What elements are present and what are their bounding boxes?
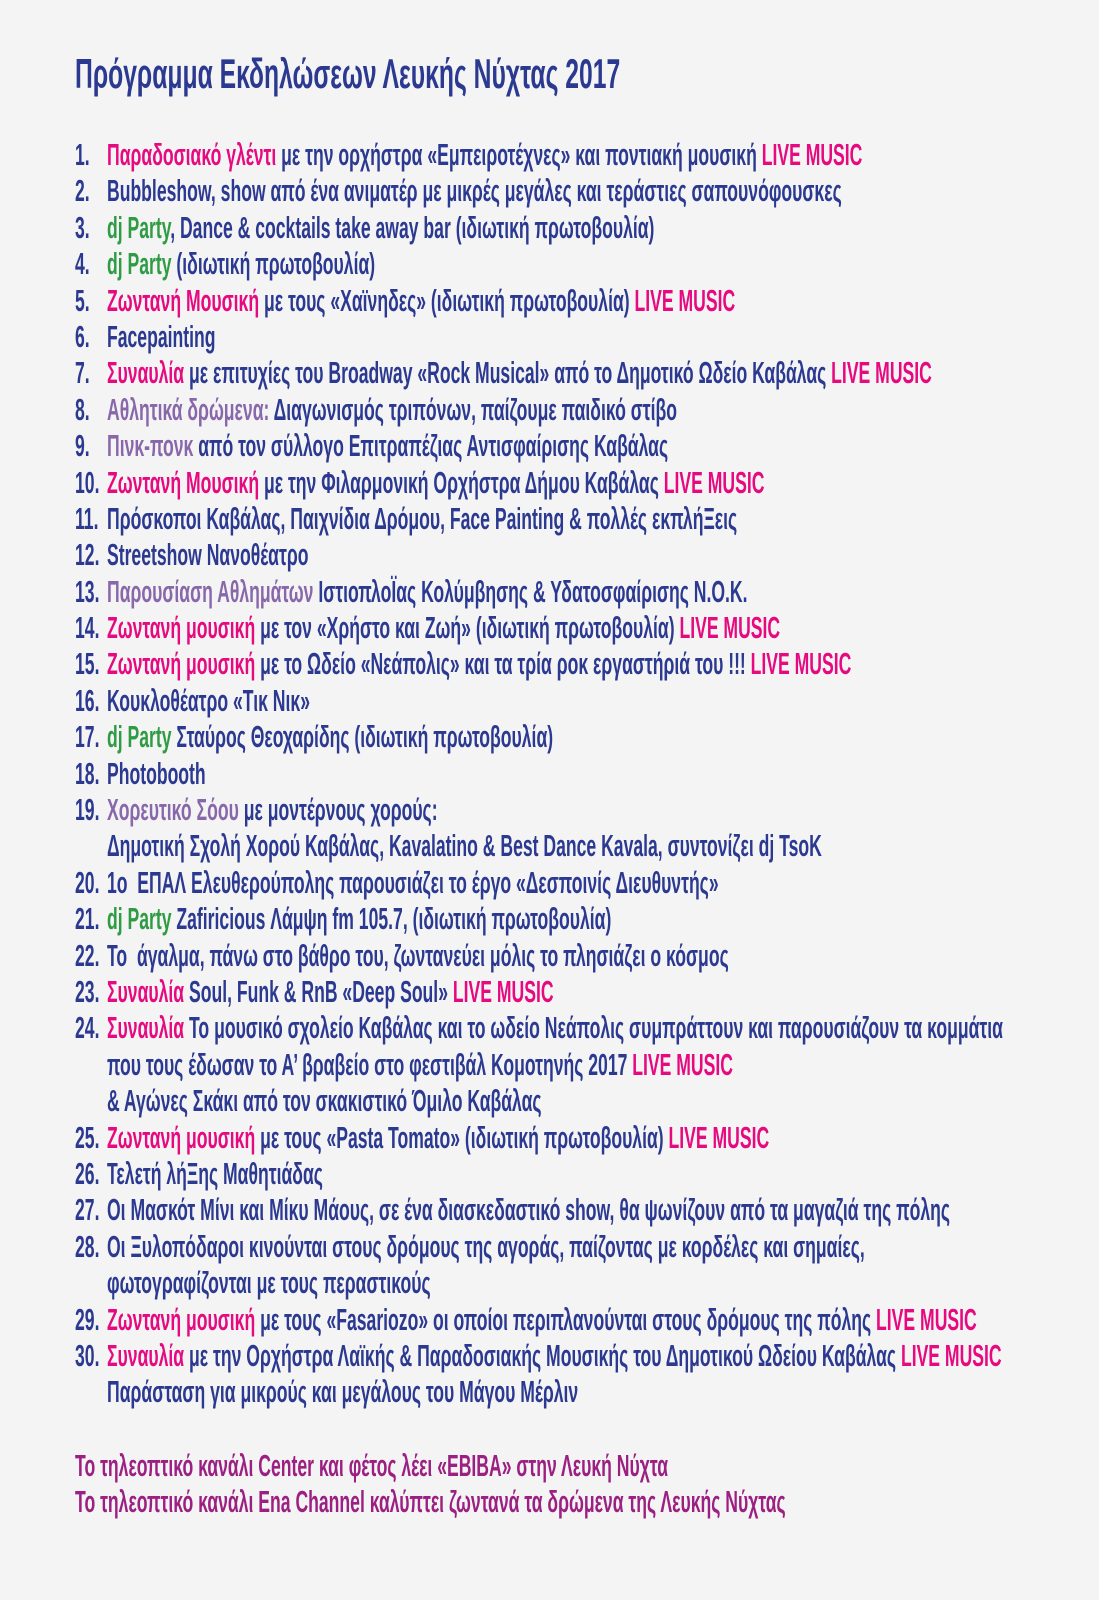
event-description: Πρόσκοποι Καβάλας, Παιχνίδια Δρόμου, Face Painting & πολλές εκπλήΞεις <box>106 500 738 536</box>
event-line-text <box>107 610 780 645</box>
live-music-label: LIVE MUSIC <box>634 282 736 318</box>
live-music-label: LIVE MUSIC <box>900 1337 1002 1373</box>
event-category-label: Χορευτικό Σόου <box>106 792 239 828</box>
event-line <box>75 500 738 537</box>
event-description: ΙστιοπλοΪας Κολύμβησης & Υδατοσφαίρισης Ν.Ο.Κ. <box>313 573 748 609</box>
event-item <box>75 865 1075 901</box>
event-item <box>75 1192 1075 1228</box>
event-line <box>75 756 642 792</box>
event-number: 14. <box>75 610 100 646</box>
event-description: Streetshow Νανοθέατρο <box>106 537 309 573</box>
event-line <box>75 646 852 682</box>
live-music-label: LIVE MUSIC <box>831 355 932 391</box>
event-line <box>75 428 669 464</box>
event-description: Zafiricious Λάμψη fm 105.7, (ιδιωτική πρωτοβουλία) <box>171 901 612 937</box>
event-item <box>75 283 1075 319</box>
event-number: 12. <box>75 537 100 573</box>
live-music-label: LIVE MUSIC <box>632 1046 733 1082</box>
event-number: 27. <box>75 1192 100 1228</box>
event-line-text <box>107 173 842 208</box>
event-item <box>75 974 1075 1010</box>
event-item <box>75 901 1075 937</box>
live-music-label: LIVE MUSIC <box>679 610 781 646</box>
event-number: 30. <box>75 1337 100 1373</box>
event-description: από τον σύλλογο Επιτραπέζιας Αντισφαίρισης Καβάλας <box>193 428 669 464</box>
event-line <box>75 355 932 391</box>
event-category-label: dj Party <box>106 246 172 282</box>
event-line <box>75 792 642 828</box>
live-music-label: LIVE MUSIC <box>761 137 863 172</box>
event-line <box>75 173 842 209</box>
event-description: 1ο ΕΠΑΛ Ελευθερούπολης παρουσιάζει το έργο «Δεσποινίς Διευθυντής» <box>106 864 719 900</box>
event-category-label: Ζωντανή μουσική <box>106 610 256 646</box>
event-description: Οι Μασκότ Μίνι και Μίκυ Μάους, σε ένα διασκεδαστικό show, θα ψωνίζουν από τα μαγαζιά της πόλης <box>106 1192 951 1228</box>
event-item <box>75 246 1075 282</box>
event-line <box>75 137 863 173</box>
event-line-text <box>107 792 438 827</box>
event-line-text <box>107 1156 323 1191</box>
event-number: 29. <box>75 1301 100 1337</box>
event-line <box>75 282 736 319</box>
event-item <box>75 428 1075 464</box>
event-line-text <box>107 574 748 609</box>
event-line-text <box>107 938 729 973</box>
event-line <box>75 1337 1002 1374</box>
event-description: με μοντέρνους χορούς: <box>238 792 438 828</box>
event-line <box>75 1228 865 1265</box>
event-category-label: dj Party <box>106 901 172 937</box>
event-line <box>75 828 822 864</box>
footer-notes <box>75 1448 1075 1521</box>
event-item <box>75 1156 1075 1192</box>
event-category-label: Ζωντανή μουσική <box>106 646 256 682</box>
event-item <box>75 719 1075 755</box>
event-description: (ιδιωτική πρωτοβουλία) <box>171 246 376 282</box>
event-description: Soul, Funk & RnB «Deep Soul» <box>184 973 453 1009</box>
event-description: με την ορχήστρα «Εμπειροτέχνες» και ποντιακή μουσική <box>276 137 762 172</box>
event-category-label: Ζωντανή Μουσική <box>106 464 260 500</box>
event-item <box>75 319 1075 355</box>
event-line <box>75 1301 977 1338</box>
event-item <box>75 1010 1075 1119</box>
event-item <box>75 210 1075 246</box>
event-description: που τους έδωσαν το Α’ βραβείο στο φεστιβάλ Κομοτηνής 2017 <box>106 1046 633 1082</box>
event-number: 5. <box>75 282 90 318</box>
event-line <box>75 1119 770 1156</box>
event-line-text <box>107 355 932 390</box>
event-number: 20. <box>75 864 100 900</box>
event-line <box>75 683 642 719</box>
event-item <box>75 501 1075 537</box>
event-line-text <box>107 392 677 427</box>
event-description: Το μουσικό σχολείο Καβάλας και το ωδείο Νεάπολις συμπράττουν και παρουσιάζουν τα κομμάτια <box>184 1010 1003 1046</box>
event-category-label: Πινκ-πονκ <box>106 428 194 464</box>
event-number: 9. <box>75 428 90 464</box>
event-item <box>75 646 1075 682</box>
event-line <box>75 1374 642 1410</box>
event-category-label: dj Party <box>106 719 172 755</box>
live-music-label: LIVE MUSIC <box>668 1119 770 1155</box>
event-description: Photobooth <box>106 755 206 791</box>
event-line-text <box>107 1338 1002 1373</box>
event-line <box>75 610 781 646</box>
event-line-text <box>107 646 851 681</box>
live-music-label: LIVE MUSIC <box>750 646 852 682</box>
event-line <box>75 1192 951 1228</box>
event-description: & Αγώνες Σκάκι από τον σκακιστικό Όμιλο Καβάλας <box>106 1083 542 1119</box>
event-number: 23. <box>75 973 100 1009</box>
event-item <box>75 392 1075 428</box>
footer-note: Το τηλεοπτικό κανάλι Ena Channel καλύπτει ζωντανά τα δρώμενα της Λευκής Νύχτας <box>75 1484 786 1520</box>
event-line-text <box>107 537 308 572</box>
event-item <box>75 537 1075 573</box>
event-line-text <box>107 1083 542 1118</box>
event-category-label: Συναυλία <box>106 355 185 391</box>
event-number: 3. <box>75 209 90 245</box>
event-number: 2. <box>75 173 90 209</box>
event-line <box>75 937 729 974</box>
event-line <box>75 1083 642 1119</box>
event-item <box>75 683 1075 719</box>
event-line-text <box>107 1192 950 1227</box>
event-number: 19. <box>75 792 100 828</box>
event-list <box>75 137 1075 1411</box>
event-item <box>75 1229 1075 1302</box>
event-description: Σταύρος Θεοχαρίδης (ιδιωτική πρωτοβουλία) <box>171 719 554 755</box>
event-line-text <box>107 1374 578 1409</box>
event-line-text <box>107 319 215 354</box>
event-line-text <box>107 865 719 900</box>
live-music-label: LIVE MUSIC <box>663 464 765 500</box>
event-line <box>75 209 655 246</box>
event-category-label: Ζωντανή Μουσική <box>106 282 260 318</box>
event-line-text <box>107 246 375 281</box>
event-description: φωτογραφίζονται με τους περαστικούς <box>106 1265 431 1301</box>
event-line <box>75 1010 1003 1046</box>
event-line-text <box>107 501 737 536</box>
event-category-label: Ζωντανή μουσική <box>106 1301 256 1337</box>
event-description: Δημοτική Σχολή Χορού Καβάλας, Kavalatino & Best Dance Kavala, συντονίζει dj TsoK <box>106 828 822 864</box>
event-number: 6. <box>75 318 90 354</box>
event-description: Οι Ξυλοπόδαροι κινούνται στους δρόμους της αγοράς, παίζοντας με κορδέλες και σημαίες, <box>106 1228 865 1264</box>
event-line-text <box>107 428 668 463</box>
event-line-text <box>107 137 862 172</box>
event-description: με τους «Χαϊνηδες» (ιδιωτική πρωτοβουλία) <box>259 282 635 318</box>
event-number: 15. <box>75 646 100 682</box>
event-description: με την Ορχήστρα Λαϊκής & Παραδοσιακής Μουσικής του Δημοτικού Ωδείου Καβάλας <box>184 1337 901 1373</box>
event-number: 7. <box>75 355 90 391</box>
event-item <box>75 465 1075 501</box>
event-description: Bubbleshow, show από ένα ανιματέρ με μικρές μεγάλες και τεράστιες σαπουνόφουσκες <box>106 173 842 209</box>
event-item <box>75 792 1075 865</box>
event-category-label: dj Party <box>106 209 171 245</box>
event-description: Διαγωνισμός τριπόνων, παίζουμε παιδικό στίβο <box>269 391 677 427</box>
live-music-label: LIVE MUSIC <box>452 973 554 1009</box>
event-line-text <box>107 1047 733 1082</box>
event-number: 22. <box>75 937 100 973</box>
event-item <box>75 1338 1075 1411</box>
event-description: με τον «Χρήστο και Ζωή» (ιδιωτική πρωτοβουλία) <box>255 610 680 646</box>
event-category-label: Παραδοσιακό γλέντι <box>106 137 277 172</box>
event-number: 13. <box>75 573 100 609</box>
event-line-text <box>107 756 206 791</box>
event-category-label: Συναυλία <box>106 973 185 1009</box>
event-item <box>75 610 1075 646</box>
event-item <box>75 137 1075 173</box>
live-music-label: LIVE MUSIC <box>876 1301 977 1337</box>
event-number: 17. <box>75 719 100 755</box>
page-title: Πρόγραμμα Εκδηλώσεων Λευκής Νύχτας 2017 <box>75 50 621 97</box>
event-line-text <box>107 974 554 1009</box>
event-number: 1. <box>75 137 90 172</box>
event-line <box>75 974 642 1010</box>
event-category-label: Συναυλία <box>106 1010 185 1046</box>
event-number: 24. <box>75 1010 100 1046</box>
event-line-text <box>107 683 310 718</box>
event-description: Παράσταση για μικρούς και μεγάλους του Μάγου Μέρλιν <box>106 1374 579 1410</box>
event-number: 8. <box>75 391 90 427</box>
event-line <box>75 246 642 282</box>
event-line-text <box>107 828 822 863</box>
event-number: 16. <box>75 682 100 718</box>
event-description: με τους «Fasariozo» οι οποίοι περιπλανούνται στους δρόμους της πόλης <box>255 1301 877 1337</box>
event-number: 11. <box>75 500 99 536</box>
event-line <box>75 464 765 501</box>
event-category-label: Συναυλία <box>106 1337 185 1373</box>
event-line <box>75 901 642 937</box>
event-item <box>75 173 1075 209</box>
event-number: 25. <box>75 1119 100 1155</box>
event-number: 26. <box>75 1155 100 1191</box>
event-number: 18. <box>75 755 100 791</box>
event-line-text <box>107 1010 1003 1045</box>
event-line <box>75 537 642 573</box>
event-number: 10. <box>75 464 100 500</box>
event-number: 21. <box>75 901 100 937</box>
event-number: 28. <box>75 1228 100 1264</box>
event-item <box>75 355 1075 391</box>
event-item <box>75 938 1075 974</box>
event-line <box>75 1265 642 1301</box>
event-line-text <box>107 1265 431 1300</box>
event-item <box>75 1120 1075 1156</box>
event-line <box>75 864 719 901</box>
event-description: Τελετή λήΞης Μαθητιάδας <box>106 1155 323 1191</box>
event-line-text <box>107 719 553 754</box>
event-description: με επιτυχίες του Broadway «Rock Musical» από το Δημοτικό Ωδείο Καβάλας <box>184 355 832 391</box>
event-line-text <box>107 1120 769 1155</box>
event-number: 4. <box>75 246 90 282</box>
event-item <box>75 756 1075 792</box>
event-item <box>75 574 1075 610</box>
event-line <box>75 1046 733 1083</box>
event-line <box>75 573 748 610</box>
event-line-text <box>107 1229 865 1264</box>
event-line <box>75 319 642 355</box>
event-category-label: Ζωντανή μουσική <box>106 1119 256 1155</box>
event-description: Το άγαλμα, πάνω στο βάθρο του, ζωντανεύει μόλις το πλησιάζει ο κόσμος <box>106 937 729 973</box>
event-line-text <box>107 283 735 318</box>
event-item <box>75 1302 1075 1338</box>
footer-note: Το τηλεοπτικό κανάλι Center και φέτος λέει «ΕΒΙΒΑ» στην Λευκή Νύχτα <box>75 1448 669 1483</box>
event-line-text <box>107 210 654 245</box>
event-description: με την Φιλαρμονική Ορχήστρα Δήμου Καβάλας <box>259 464 664 500</box>
event-line <box>75 1156 642 1192</box>
event-line <box>75 391 677 428</box>
event-description: , Dance & cocktails take away bar (ιδιωτική πρωτοβουλία) <box>170 209 655 245</box>
event-description: Facepainting <box>106 318 216 354</box>
event-description: Κουκλοθέατρο «Τικ Νικ» <box>106 682 310 718</box>
event-category-label: Αθλητικά δρώμενα: <box>106 391 270 427</box>
event-category-label: Παρουσίαση Αθλημάτων <box>106 573 314 609</box>
event-description: με το Ωδείο «Νεάπολις» και τα τρία ροκ εργαστήριά του !!! <box>255 646 751 682</box>
event-line-text <box>107 901 611 936</box>
event-line <box>75 719 642 755</box>
event-description: με τους «Pasta Tomato» (ιδιωτική πρωτοβουλία) <box>255 1119 669 1155</box>
event-line-text <box>107 1302 977 1337</box>
event-line-text <box>107 465 764 500</box>
